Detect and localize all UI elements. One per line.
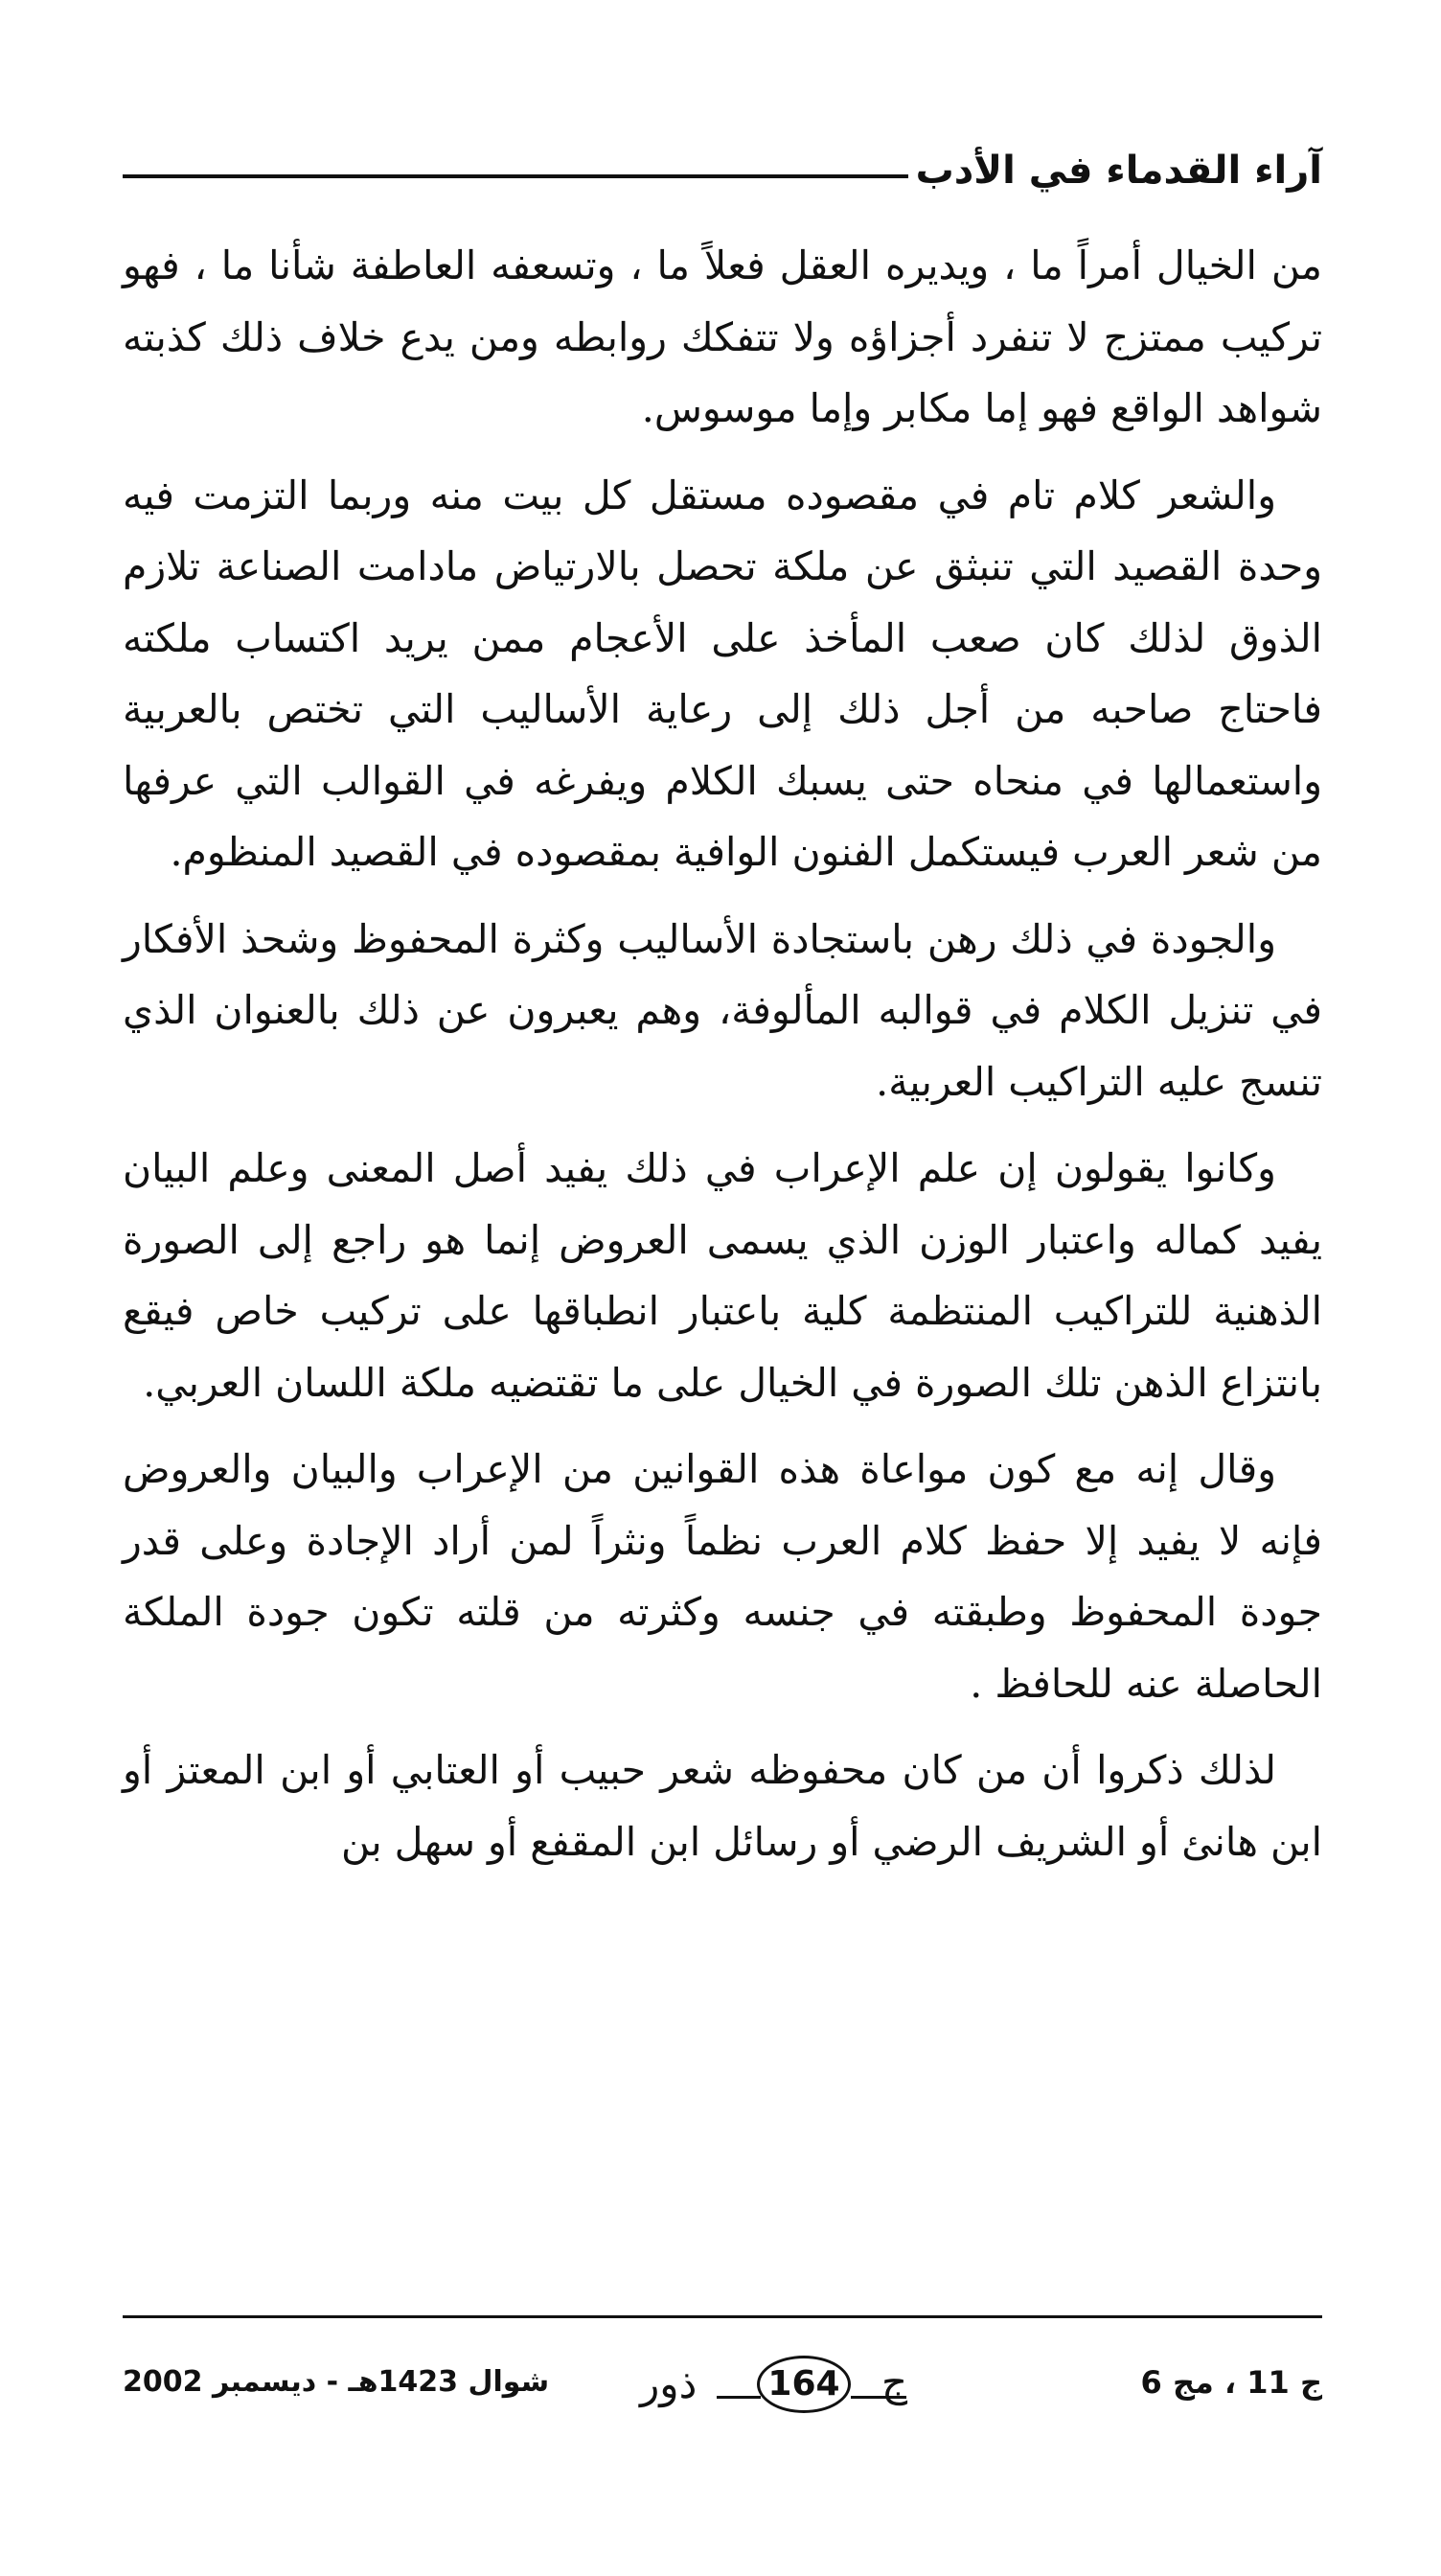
journal-mark-right: ج — [881, 2358, 908, 2405]
paragraph: والجودة في ذلك رهن باستجادة الأساليب وكثرة المحفوظ وشحذ الأفكار في تنزيل الكلام في قوالبه المألوفة، وهم يعبرون عن ذلك بالعنوان الذي تنسج عليه التراكيب العربية. — [123, 915, 1322, 1105]
footer-volume: ج 11 ، مج 6 — [1140, 2364, 1322, 2401]
journal-mark-left: ذور — [640, 2360, 698, 2407]
mark-line-left — [717, 2396, 761, 2399]
body-text — [123, 230, 1322, 1893]
paragraph: والشعر كلام تام في مقصوده مستقل كل بيت منه وربما التزمت فيه وحدة القصيد التي تنبثق عن ملكة تحصل بالارتياض مادامت الصناعة تلازم الذوق لذلك كان صعب المأخذ على الأعجام ممن يريد اكتساب ملكته فاحتاج صاحبه من أجل ذلك إلى رعاية الأساليب التي تختص بالعربية واستعمالها في منحاه حتى يسبك الكلام ويفرغه في القوالب التي عرفها من شعر العرب فيستكمل الفنون الوافية بمقصوده في القصيد المنظوم. — [123, 472, 1322, 875]
header-rule — [123, 174, 908, 178]
paragraph: وكانوا يقولون إن علم الإعراب في ذلك يفيد أصل المعنى وعلم البيان يفيد كماله واعتبار الوزن الذي يسمى العروض إنما هو راجع إلى الصورة الذهنية للتراكيب المنتظمة كلية باعتبار انطباقها على تركيب خاص فيقع بانتزاع الذهن تلك الصورة في الخيال على ما تقتضيه ملكة اللسان العربي. — [123, 1145, 1322, 1406]
page-footer — [123, 2338, 1322, 2444]
paragraph: لذلك ذكروا أن من كان محفوظه شعر حبيب أو العتابي أو ابن المعتز أو ابن هانئ أو الشريف الرضي أو رسائل ابن المقفع أو سهل بن — [123, 1747, 1322, 1865]
page-number-mark — [621, 2338, 927, 2434]
running-header-title: آراء القدماء في الأدب — [915, 149, 1322, 193]
paragraph: وقال إنه مع كون مواعاة هذه القوانين من الإعراب والبيان والعروض فإنه لا يفيد إلا حفظ كلام العرب نظماً ونثراً لمن أراد الإجادة وعلى قدر جودة المحفوظ وطبقته في جنسه وكثرته من قلته تكون جودة الملكة الحاصلة عنه للحافظ . — [123, 1446, 1322, 1707]
page-number: 164 — [757, 2356, 851, 2413]
footer-issue-date: شوال 1423هـ - ديسمبر 2002 — [123, 2365, 550, 2399]
footer-rule — [123, 2315, 1322, 2318]
running-header — [123, 132, 1322, 209]
paragraph: من الخيال أمراً ما ، ويديره العقل فعلاً ما ، وتسعفه العاطفة شأنا ما ، فهو تركيب ممتزج لا تنفرد أجزاؤه ولا تتفكك روابطه ومن يدع خلاف ذلك كذبته شواهد الواقع فهو إما مكابر وإما موسوس. — [123, 242, 1322, 431]
